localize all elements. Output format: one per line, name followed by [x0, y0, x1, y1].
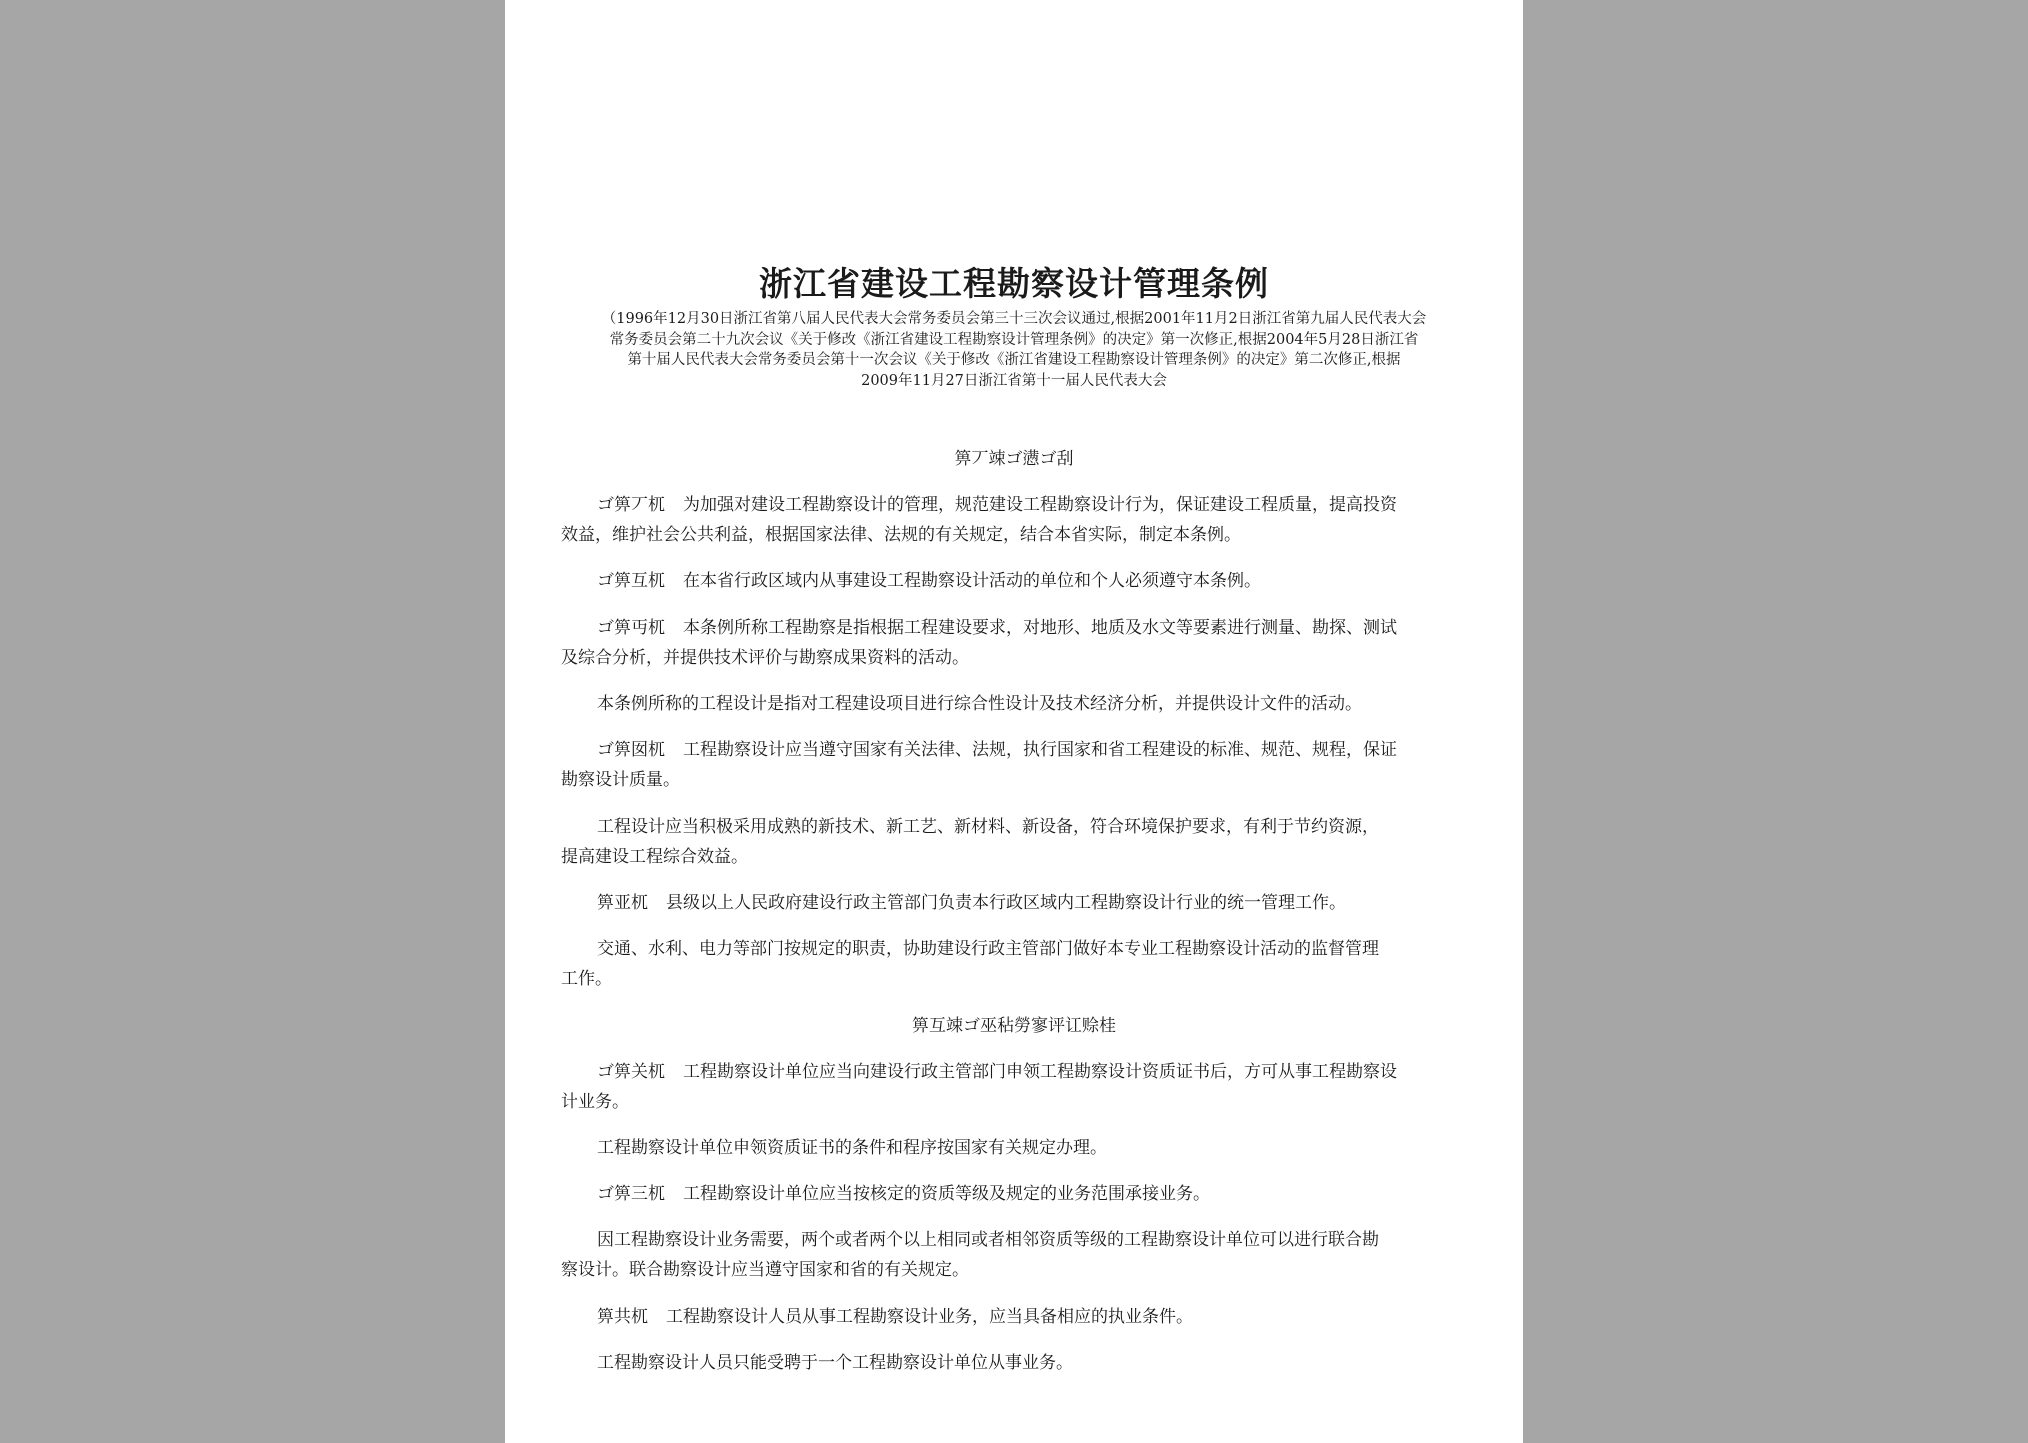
article-paragraph	[561, 812, 1459, 872]
paragraph-line	[561, 888, 1459, 918]
paragraph-line: 交通、水利、电力等部门按规定的职责，协助建设行政主管部门做好本专业工程勘察设计活动的监督管理	[597, 939, 1379, 959]
paragraph-text: 工程勘察设计应当遵守国家有关法律、法规，执行国家和省工程建设的标准、规范、规程，保证	[683, 740, 1397, 760]
article-paragraph	[561, 613, 1459, 673]
paragraph-line: 勘察设计质量。	[561, 770, 680, 790]
document-subtitle	[555, 309, 1473, 391]
article-paragraph	[561, 566, 1459, 596]
paragraph-text: 为加强对建设工程勘察设计的管理，规范建设工程勘察设计行为，保证建设工程质量，提高投资	[683, 495, 1397, 515]
paragraph-line	[561, 1057, 1459, 1087]
paragraph-line: 及综合分析，并提供技术评价与勘察成果资料的活动。	[561, 648, 969, 668]
paragraph-text: 县级以上人民政府建设行政主管部门负责本行政区域内工程勘察设计行业的统一管理工作。	[666, 893, 1346, 913]
article-label: ゴ箅丆杌	[597, 495, 665, 515]
paragraph-line: 察设计。联合勘察设计应当遵守国家和省的有关规定。	[561, 1260, 969, 1280]
article-paragraph	[561, 1348, 1459, 1378]
paragraph-text: 工程勘察设计人员从事工程勘察设计业务，应当具备相应的执业条件。	[666, 1307, 1193, 1327]
article-label: 箅亚杌	[597, 893, 648, 913]
article-paragraph	[561, 1225, 1459, 1285]
paragraph-text: 本条例所称工程勘察是指根据工程建设要求，对地形、地质及水文等要素进行测量、勘探、测试	[683, 618, 1397, 638]
chapter-heading: 箅丆竦ゴ懑ゴ刮	[954, 449, 1074, 469]
paragraph-line	[561, 566, 1459, 596]
article-paragraph	[561, 1302, 1459, 1332]
subtitle-line: （1996年12月30日浙江省第八届人民代表大会常务委员会第三十三次会议通过,根据2001年11月2日浙江省第九届人民代表大会	[601, 311, 1427, 327]
article-paragraph	[561, 1133, 1459, 1163]
paragraph-line	[561, 1179, 1459, 1209]
article-label: 箅共杌	[597, 1307, 648, 1327]
subtitle-line: 2009年11月27日浙江省第十一届人民代表大会	[861, 372, 1167, 389]
paragraph-line: 提高建设工程综合效益。	[561, 847, 748, 867]
paragraph-text: 在本省行政区域内从事建设工程勘察设计活动的单位和个人必须遵守本条例。	[683, 571, 1261, 591]
paragraph-line: 因工程勘察设计业务需要，两个或者两个以上相同或者相邻资质等级的工程勘察设计单位可以进行联合勘	[597, 1230, 1379, 1250]
paragraph-line: 本条例所称的工程设计是指对工程建设项目进行综合性设计及技术经济分析，并提供设计文件的活动。	[597, 694, 1362, 714]
paragraph-line	[561, 613, 1459, 643]
paragraph-text: 工程勘察设计单位应当按核定的资质等级及规定的业务范围承接业务。	[683, 1184, 1210, 1204]
subtitle-line: 第十届人民代表大会常务委员会第十一次会议《关于修改《浙江省建设工程勘察设计管理条例》的决定》第二次修正,根据	[627, 352, 1401, 368]
article-label: ゴ箅囡杌	[597, 740, 665, 760]
article-paragraph	[561, 735, 1459, 795]
article-label: ゴ箅互杌	[597, 571, 665, 591]
article-paragraph	[561, 1179, 1459, 1209]
paragraph-line: 工作。	[561, 969, 612, 989]
article-paragraph	[561, 1057, 1459, 1117]
article-label: ゴ箅三杌	[597, 1184, 665, 1204]
article-paragraph	[561, 490, 1459, 550]
paragraph-line: 工程勘察设计人员只能受聘于一个工程勘察设计单位从事业务。	[597, 1353, 1073, 1373]
document-page	[505, 0, 1523, 1443]
article-paragraph	[561, 934, 1459, 994]
article-paragraph	[561, 888, 1459, 918]
chapter-heading: 箅互竦ゴ巫秥勞寥评讧赊桂	[912, 1016, 1116, 1036]
paragraph-line	[561, 735, 1459, 765]
article-label: ゴ箅关杌	[597, 1062, 665, 1082]
paragraph-line	[561, 1302, 1459, 1332]
article-paragraph	[561, 689, 1459, 719]
article-label: ゴ箅丏杌	[597, 618, 665, 638]
paragraph-line	[561, 490, 1459, 520]
paragraph-line: 计业务。	[561, 1092, 629, 1112]
document-title: 浙江省建设工程勘察设计管理条例	[759, 264, 1269, 303]
subtitle-line: 常务委员会第二十九次会议《关于修改《浙江省建设工程勘察设计管理条例》的决定》第一次修正,根据2004年5月28日浙江省	[609, 331, 1419, 348]
paragraph-line: 效益，维护社会公共利益，根据国家法律、法规的有关规定，结合本省实际，制定本条例。	[561, 525, 1241, 545]
paragraph-line: 工程勘察设计单位申领资质证书的条件和程序按国家有关规定办理。	[597, 1138, 1107, 1158]
paragraph-text: 工程勘察设计单位应当向建设行政主管部门申领工程勘察设计资质证书后，方可从事工程勘察设	[683, 1062, 1397, 1082]
paragraph-line: 工程设计应当积极采用成熟的新技术、新工艺、新材料、新设备，符合环境保护要求，有利于节约资源，	[597, 817, 1379, 837]
